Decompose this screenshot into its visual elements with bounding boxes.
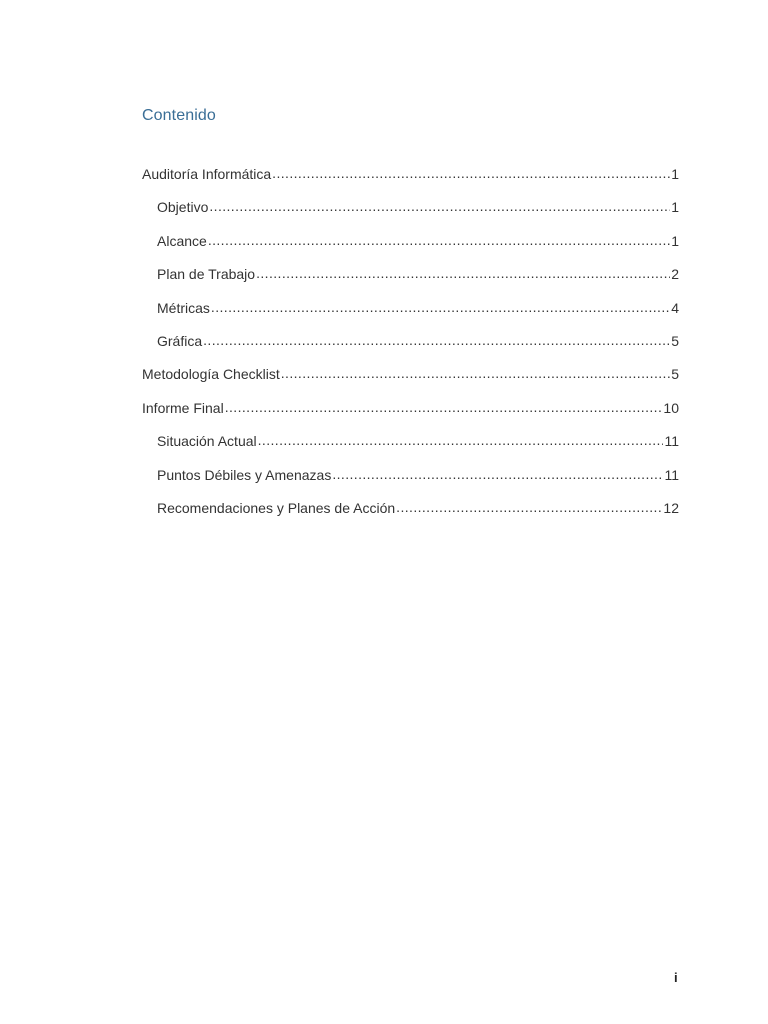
toc-entry-title: Alcance <box>157 232 207 249</box>
toc-entry-title: Gráfica <box>157 332 203 349</box>
toc-dot-leader <box>225 399 663 413</box>
toc-dot-leader <box>211 299 670 313</box>
toc-entry-page: 2 <box>671 266 679 283</box>
toc-entry-page: 1 <box>671 166 679 182</box>
toc-entry-title: Recomendaciones y Planes de Acción <box>157 499 396 516</box>
toc-dot-leader <box>332 466 663 480</box>
toc-entry-page: 1 <box>671 199 679 216</box>
toc-entry-grafica[interactable] <box>142 332 679 365</box>
toc-entry-metodologia-checklist[interactable] <box>142 365 679 398</box>
toc-heading: Contenido <box>142 107 216 124</box>
toc-entry-page: 12 <box>663 499 679 516</box>
toc-entry-title: Métricas <box>157 299 210 316</box>
toc-entry-recomendaciones-y-planes-de-accion[interactable] <box>142 499 679 532</box>
toc-entry-informe-final[interactable] <box>142 399 679 432</box>
toc-dot-leader <box>208 232 670 246</box>
toc-entry-page: 1 <box>671 232 679 249</box>
toc-entry-title: Auditoría Informática <box>142 166 272 182</box>
toc-entry-plan-de-trabajo[interactable] <box>142 265 679 298</box>
toc-entry-auditoria-informatica[interactable] <box>142 165 679 198</box>
toc-entry-title: Informe Final <box>142 399 224 416</box>
toc-dot-leader <box>396 499 662 513</box>
toc-dot-leader <box>203 332 670 346</box>
toc-entry-metricas[interactable] <box>142 299 679 332</box>
toc-entry-page: 4 <box>671 299 679 316</box>
toc-dot-leader <box>209 198 670 212</box>
toc-entry-page: 11 <box>664 466 679 483</box>
toc-entry-objetivo[interactable] <box>142 198 679 231</box>
toc-dot-leader <box>272 165 670 179</box>
page-number: i <box>674 970 678 985</box>
toc-entry-title: Situación Actual <box>157 433 257 450</box>
toc-entry-title: Puntos Débiles y Amenazas <box>157 466 332 483</box>
toc-entry-situacion-actual[interactable] <box>142 432 679 465</box>
toc-entry-page: 5 <box>671 366 679 383</box>
toc-dot-leader <box>281 365 670 379</box>
toc-dot-leader <box>258 432 664 446</box>
toc-entry-alcance[interactable] <box>142 232 679 265</box>
table-of-contents <box>142 165 679 532</box>
toc-entry-page: 5 <box>671 332 679 349</box>
toc-entry-page: 11 <box>664 433 679 450</box>
toc-entry-title: Objetivo <box>157 199 209 216</box>
toc-entry-puntos-debiles-y-amenazas[interactable] <box>142 466 679 499</box>
toc-dot-leader <box>256 265 670 279</box>
toc-entry-page: 10 <box>663 399 679 416</box>
toc-entry-title: Metodología Checklist <box>142 366 280 383</box>
toc-entry-title: Plan de Trabajo <box>157 266 256 283</box>
